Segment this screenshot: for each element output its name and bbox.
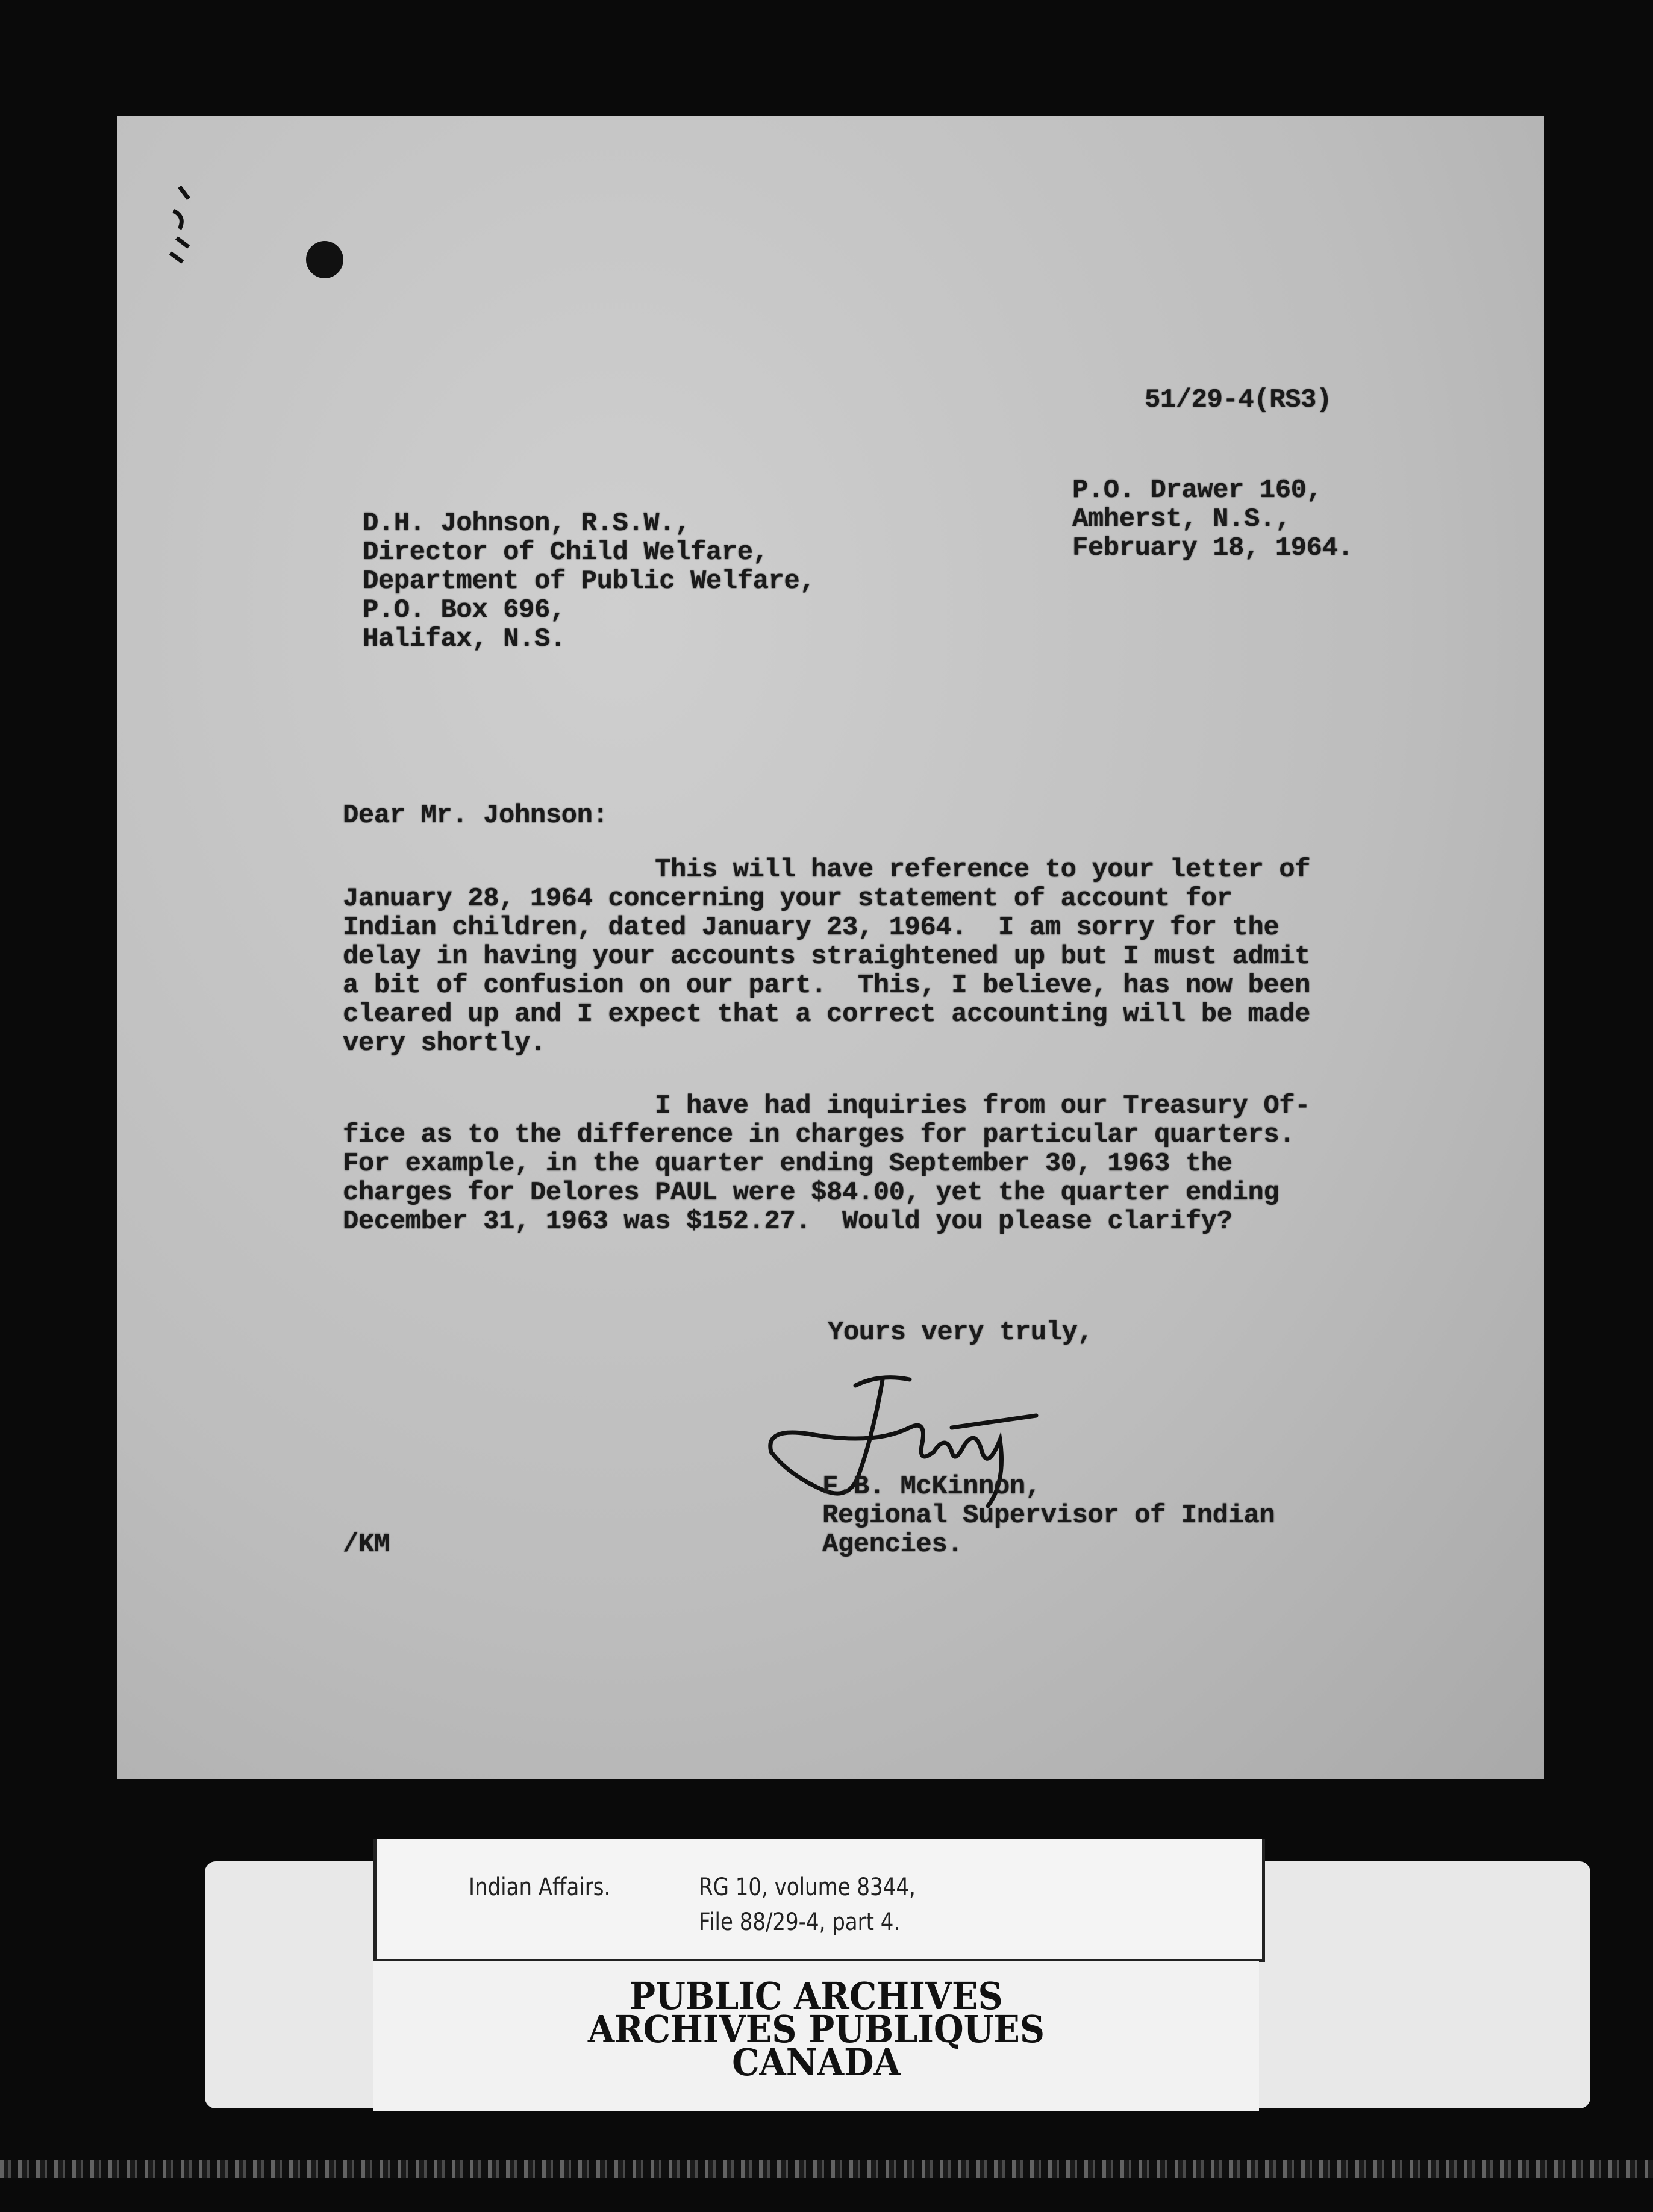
body-line: December 31, 1963 was $152.27. Would you please clarify? xyxy=(343,1207,1233,1237)
closing: Yours very truly, xyxy=(828,1317,1093,1348)
recipient-line: Director of Child Welfare, xyxy=(363,537,769,567)
body-line: cleared up and I expect that a correct accounting will be made xyxy=(343,999,1311,1029)
signer-name: F.B. McKinnon, xyxy=(822,1472,1041,1502)
recipient-line: D.H. Johnson, R.S.W., xyxy=(363,508,690,539)
film-edge-strip xyxy=(0,2160,1653,2178)
body-line: charges for Delores PAUL were $84.00, yet the quarter ending xyxy=(343,1178,1280,1208)
file-reference: 51/29-4(RS3) xyxy=(1145,385,1332,415)
salutation: Dear Mr. Johnson: xyxy=(343,801,608,831)
recipient-line: Halifax, N.S. xyxy=(363,624,566,654)
body-line: I have had inquiries from our Treasury Of- xyxy=(343,1091,1311,1121)
archive-fonds: Indian Affairs. xyxy=(469,1873,611,1901)
sender-address-line: P.O. Drawer 160, xyxy=(1072,475,1322,505)
archive-reference-line: RG 10, volume 8344, xyxy=(699,1873,916,1901)
stamp-line: ARCHIVES PUBLIQUES xyxy=(587,2007,1045,2051)
body-line: Indian children, dated January 23, 1964. I am sorry for the xyxy=(343,913,1280,943)
body-line: very shortly. xyxy=(343,1028,546,1058)
sender-address-line: Amherst, N.S., xyxy=(1072,504,1291,534)
body-line: delay in having your accounts straightened up but I must admit xyxy=(343,942,1311,972)
punch-hole-icon xyxy=(306,241,343,278)
body-line: For example, in the quarter ending September 30, 1963 the xyxy=(343,1149,1233,1179)
stamp-line: CANADA xyxy=(732,2040,901,2084)
typist-initials: /KM xyxy=(343,1529,390,1560)
body-line: a bit of confusion on our part. This, I believe, has now been xyxy=(343,970,1311,1001)
stamp-line: PUBLIC ARCHIVES xyxy=(630,1974,1003,2018)
body-line: January 28, 1964 concerning your statement of account for xyxy=(343,884,1233,914)
archive-reference-line: File 88/29-4, part 4. xyxy=(699,1908,901,1936)
recipient-line: Department of Public Welfare, xyxy=(363,566,816,596)
signer-title: Agencies. xyxy=(822,1529,963,1560)
body-line: fice as to the difference in charges for particular quarters. xyxy=(343,1120,1295,1150)
signer-title: Regional Supervisor of Indian xyxy=(822,1501,1275,1531)
letter-date: February 18, 1964. xyxy=(1072,533,1354,563)
recipient-line: P.O. Box 696, xyxy=(363,595,566,625)
margin-mark-icon xyxy=(161,181,204,271)
body-line: This will have reference to your letter of xyxy=(343,855,1311,885)
